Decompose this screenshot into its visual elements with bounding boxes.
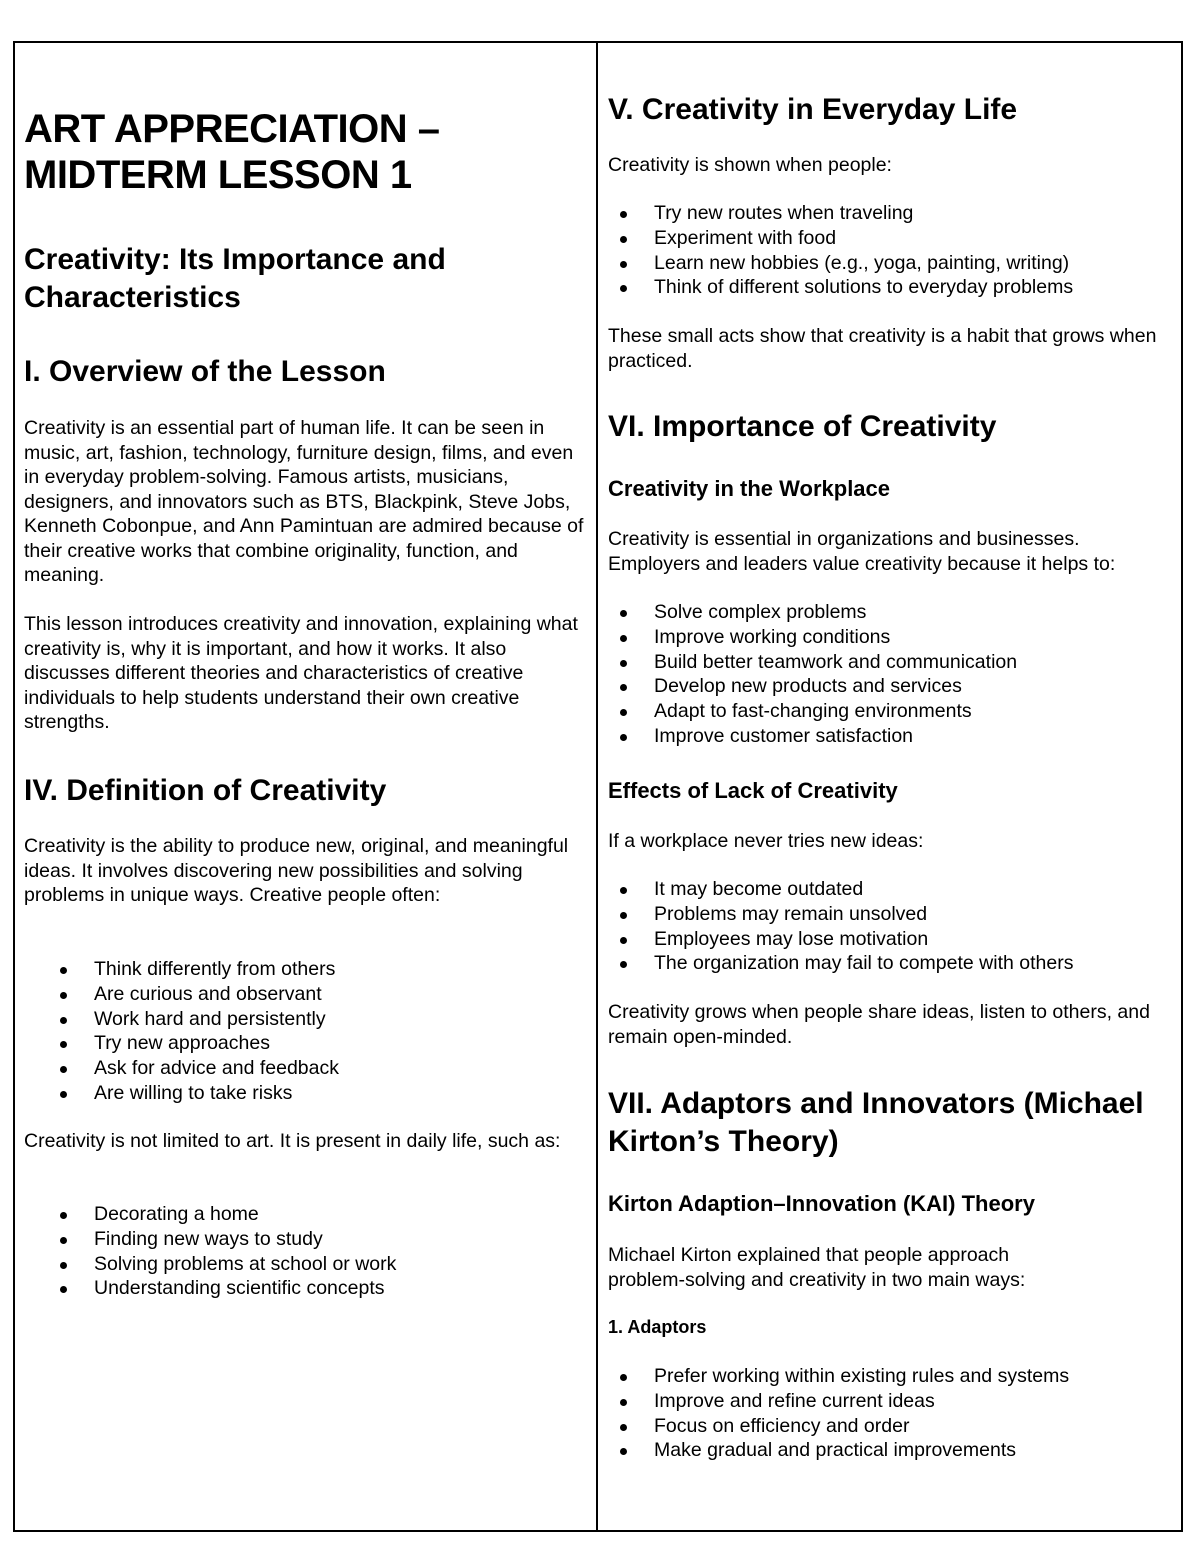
- everyday-life-paragraph-1: Creativity is shown when people:: [608, 154, 892, 176]
- list-item: Try new approaches: [24, 1031, 339, 1056]
- list-item: Solving problems at school or work: [24, 1252, 396, 1277]
- bullet-icon: [60, 1262, 67, 1269]
- lack-of-creativity-list: [584, 877, 1073, 976]
- bullet-icon: [60, 1286, 67, 1293]
- list-item: The organization may fail to compete with others: [584, 951, 1073, 976]
- list-item: Employees may lose motivation: [584, 927, 1073, 952]
- bullet-icon: [620, 961, 627, 968]
- list-item: Improve customer satisfaction: [584, 724, 1017, 749]
- creative-traits-list: [24, 957, 339, 1106]
- adaptors-list: [584, 1364, 1069, 1463]
- importance-heading: VI. Importance of Creativity: [608, 410, 997, 443]
- everyday-life-list: [584, 201, 1073, 300]
- definition-paragraph-1: Creativity is the ability to produce new, original, and meaningful ideas. It involves discovering new possibilities and solving problems in unique ways. Creative people often:: [24, 835, 569, 906]
- list-item: Understanding scientific concepts: [24, 1276, 396, 1301]
- list-item: Think differently from others: [24, 957, 339, 982]
- workplace-benefits-list: [584, 600, 1017, 749]
- definition-paragraph-2: Creativity is not limited to art. It is present in daily life, such as:: [24, 1130, 561, 1152]
- list-item: Build better teamwork and communication: [584, 650, 1017, 675]
- list-item: Solve complex problems: [584, 600, 1017, 625]
- bullet-icon: [60, 1066, 67, 1073]
- bullet-icon: [620, 610, 627, 617]
- list-item: Improve working conditions: [584, 625, 1017, 650]
- list-item: Ask for advice and feedback: [24, 1056, 339, 1081]
- bullet-icon: [620, 211, 627, 218]
- list-item: Try new routes when traveling: [584, 201, 1073, 226]
- bullet-icon: [60, 1212, 67, 1219]
- bullet-icon: [60, 1237, 67, 1244]
- bullet-icon: [620, 1448, 627, 1455]
- list-item: Experiment with food: [584, 226, 1073, 251]
- list-item: Think of different solutions to everyday problems: [584, 275, 1073, 300]
- adaptors-innovators-heading: VII. Adaptors and Innovators (Michael Kirton’s Theory): [608, 1087, 1144, 1158]
- kai-theory-paragraph: Michael Kirton explained that people approach problem-solving and creativity in two main ways:: [608, 1244, 1026, 1291]
- overview-heading: I. Overview of the Lesson: [24, 355, 386, 388]
- lack-of-creativity-subheading: Effects of Lack of Creativity: [608, 778, 898, 803]
- list-item: Finding new ways to study: [24, 1227, 396, 1252]
- bullet-icon: [620, 261, 627, 268]
- list-item: Decorating a home: [24, 1202, 396, 1227]
- bullet-icon: [620, 236, 627, 243]
- adaptors-subheading: 1. Adaptors: [608, 1317, 707, 1337]
- bullet-icon: [620, 635, 627, 642]
- bullet-icon: [620, 709, 627, 716]
- lack-of-creativity-paragraph: If a workplace never tries new ideas:: [608, 830, 924, 852]
- overview-paragraph-1: Creativity is an essential part of human life. It can be seen in music, art, fashion, technology, furniture design, films, and even in everyday problem-solving. Famous artists, musicians, designers, and innovators such as BTS, Blackpink, Steve Jobs, Kenneth Cobonpue, and Ann Pamintuan are admired because of their creative works that combine originality, function, and meaning.: [24, 417, 584, 586]
- creativity-grows-paragraph: Creativity grows when people share ideas, listen to others, and remain open-minded.: [608, 1001, 1150, 1048]
- overview-paragraph-2: This lesson introduces creativity and innovation, explaining what creativity is, why it is important, and how it works. It also discusses different theories and characteristics of creative individuals to help students understand their own creative strengths.: [24, 613, 578, 733]
- everyday-life-heading: V. Creativity in Everyday Life: [608, 93, 1018, 126]
- list-item: Prefer working within existing rules and systems: [584, 1364, 1069, 1389]
- bullet-icon: [620, 912, 627, 919]
- workplace-paragraph: Creativity is essential in organizations and businesses. Employers and leaders value creativity because it helps to:: [608, 528, 1116, 575]
- list-item: Learn new hobbies (e.g., yoga, painting, writing): [584, 251, 1073, 276]
- list-item: Improve and refine current ideas: [584, 1389, 1069, 1414]
- everyday-life-paragraph-2: These small acts show that creativity is a habit that grows when practiced.: [608, 325, 1157, 372]
- bullet-icon: [620, 734, 627, 741]
- bullet-icon: [620, 937, 627, 944]
- list-item: Work hard and persistently: [24, 1007, 339, 1032]
- list-item: Are curious and observant: [24, 982, 339, 1007]
- list-item: Make gradual and practical improvements: [584, 1438, 1069, 1463]
- bullet-icon: [60, 1017, 67, 1024]
- daily-life-list: [24, 1202, 396, 1301]
- list-item: It may become outdated: [584, 877, 1073, 902]
- bullet-icon: [60, 1041, 67, 1048]
- bullet-icon: [620, 887, 627, 894]
- list-item: Develop new products and services: [584, 674, 1017, 699]
- bullet-icon: [620, 660, 627, 667]
- bullet-icon: [620, 1424, 627, 1431]
- bullet-icon: [620, 684, 627, 691]
- bullet-icon: [620, 285, 627, 292]
- bullet-icon: [60, 1091, 67, 1098]
- document-title: ART APPRECIATION – MIDTERM LESSON 1: [24, 107, 440, 197]
- list-item: Adapt to fast-changing environments: [584, 699, 1017, 724]
- bullet-icon: [620, 1374, 627, 1381]
- bullet-icon: [60, 967, 67, 974]
- definition-heading: IV. Definition of Creativity: [24, 774, 387, 807]
- list-item: Focus on efficiency and order: [584, 1414, 1069, 1439]
- kai-theory-subheading: Kirton Adaption–Innovation (KAI) Theory: [608, 1191, 1035, 1216]
- bullet-icon: [60, 992, 67, 999]
- list-item: Problems may remain unsolved: [584, 902, 1073, 927]
- workplace-subheading: Creativity in the Workplace: [608, 476, 891, 501]
- bullet-icon: [620, 1399, 627, 1406]
- document-subtitle: Creativity: Its Importance and Characteristics: [24, 243, 446, 314]
- list-item: Are willing to take risks: [24, 1081, 339, 1106]
